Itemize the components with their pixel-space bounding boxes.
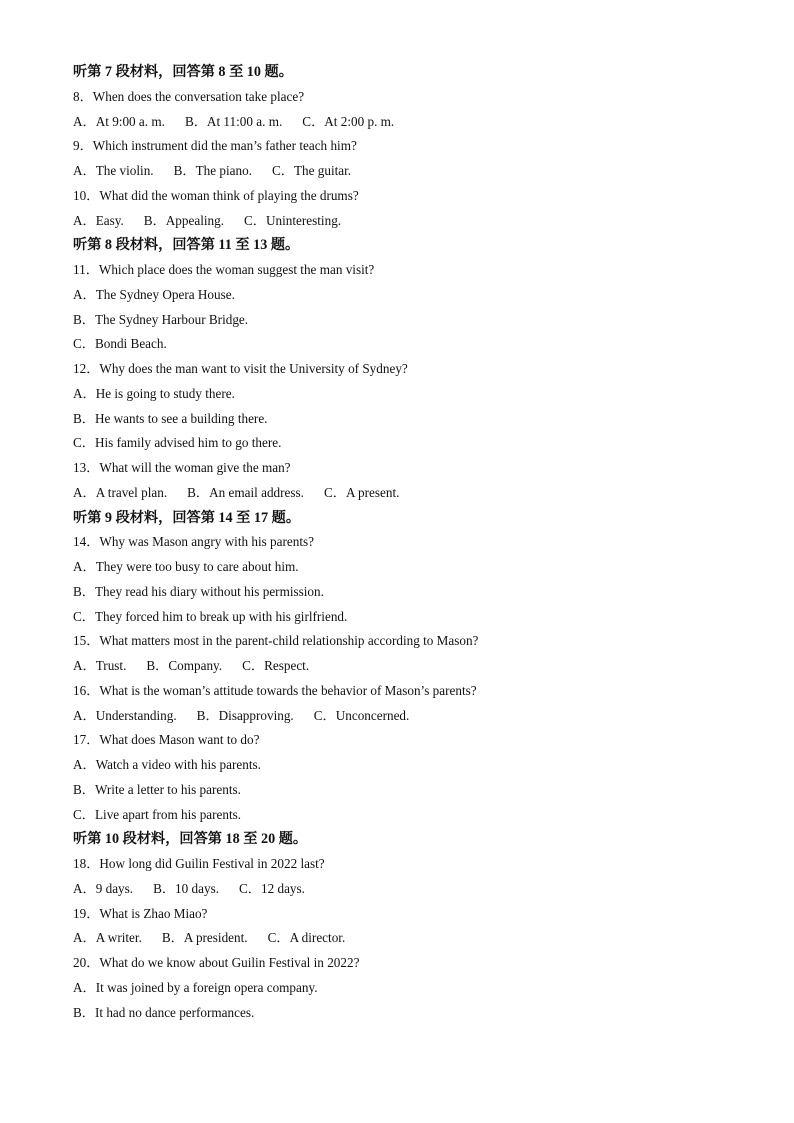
options-row — [73, 110, 733, 135]
question-stem: 15．What matters most in the parent-child relationship according to Mason? — [73, 633, 479, 649]
answer-option: A．Easy. — [73, 212, 124, 228]
answer-option: B．The piano. — [173, 163, 252, 178]
answer-option: A．A writer. — [73, 930, 142, 946]
answer-option: C．A present. — [323, 484, 400, 500]
answer-option: A．A travel plan. — [73, 484, 168, 500]
section-heading: 听第 10 段材料，回答第 18 至 20 题。 — [73, 831, 308, 848]
answer-option: C．Bondi Beach. — [73, 336, 167, 352]
options-row — [73, 481, 733, 506]
answer-option: C．12 days. — [239, 880, 305, 896]
answer-option: A．Trust. — [73, 658, 127, 673]
answer-option: B．Appealing. — [143, 212, 225, 228]
answer-option: A．The Sydney Opera House. — [73, 286, 235, 302]
answer-option: B．Write a letter to his parents. — [73, 781, 241, 797]
answer-option: A．Understanding. — [73, 707, 177, 723]
question-stem: 19．What is Zhao Miao? — [73, 905, 208, 921]
section-heading: 听第 7 段材料，回答第 8 至 10 题。 — [73, 64, 293, 80]
options-row — [73, 926, 733, 951]
question-stem: 16．What is the woman’s attitude towards the behavior of Mason’s parents? — [73, 682, 477, 698]
answer-option: B．Disapproving. — [196, 707, 294, 723]
answer-option: C．Uninteresting. — [244, 212, 342, 228]
exam-page — [73, 60, 733, 1025]
answer-option: B．At 11:00 a. m. — [184, 113, 283, 129]
options-row — [73, 877, 733, 902]
options-row — [73, 704, 733, 729]
answer-option: A．He is going to study there. — [73, 385, 235, 401]
answer-option: C．Respect. — [242, 658, 310, 673]
answer-option: C．Unconcerned. — [313, 707, 410, 723]
question-stem: 20．What do we know about Guilin Festival in 2022? — [73, 955, 360, 970]
answer-option: C．At 2:00 p. m. — [302, 113, 395, 129]
question-stem: 17．What does Mason want to do? — [73, 732, 260, 748]
answer-option: B．He wants to see a building there. — [73, 410, 268, 426]
answer-option: B．It had no dance performances. — [73, 1004, 255, 1020]
answer-option: B．The Sydney Harbour Bridge. — [73, 311, 249, 327]
answer-option: C．Live apart from his parents. — [73, 806, 242, 822]
options-row — [73, 209, 733, 234]
answer-option: C．The guitar. — [271, 163, 352, 178]
section-heading: 听第 8 段材料，回答第 11 至 13 题。 — [73, 237, 300, 254]
section-heading: 听第 9 段材料，回答第 14 至 17 题。 — [73, 509, 301, 526]
question-stem: 11．Which place does the woman suggest the man visit? — [73, 262, 375, 277]
answer-option: C．A director. — [267, 930, 346, 946]
answer-option: B．10 days. — [153, 880, 220, 896]
answer-option: B．They read his diary without his permission. — [73, 583, 324, 599]
question-stem: 12．Why does the man want to visit the University of Sydney? — [73, 361, 408, 376]
options-row — [73, 654, 733, 679]
answer-option: A．They were too busy to care about him. — [73, 559, 299, 574]
answer-option: C．His family advised him to go there. — [73, 435, 282, 451]
answer-option: A．9 days. — [73, 880, 134, 896]
answer-option: A．Watch a video with his parents. — [73, 757, 261, 772]
answer-option: C．They forced him to break up with his girlfriend. — [73, 608, 348, 624]
question-stem: 18．How long did Guilin Festival in 2022 last? — [73, 856, 325, 871]
answer-option: A．At 9:00 a. m. — [73, 113, 165, 129]
answer-option: B．A president. — [161, 930, 248, 946]
question-stem: 13．What will the woman give the man? — [73, 460, 291, 475]
answer-option: A．It was joined by a foreign opera company. — [73, 979, 318, 995]
options-row — [73, 159, 733, 184]
answer-option: B．Company. — [146, 658, 223, 673]
question-stem: 9．Which instrument did the man’s father teach him? — [73, 138, 357, 154]
answer-option: A．The violin. — [73, 163, 154, 178]
question-stem: 10．What did the woman think of playing the drums? — [73, 187, 359, 203]
question-stem: 14．Why was Mason angry with his parents? — [73, 534, 314, 550]
answer-option: B．An email address. — [187, 484, 304, 500]
question-stem: 8．When does the conversation take place? — [73, 88, 305, 104]
